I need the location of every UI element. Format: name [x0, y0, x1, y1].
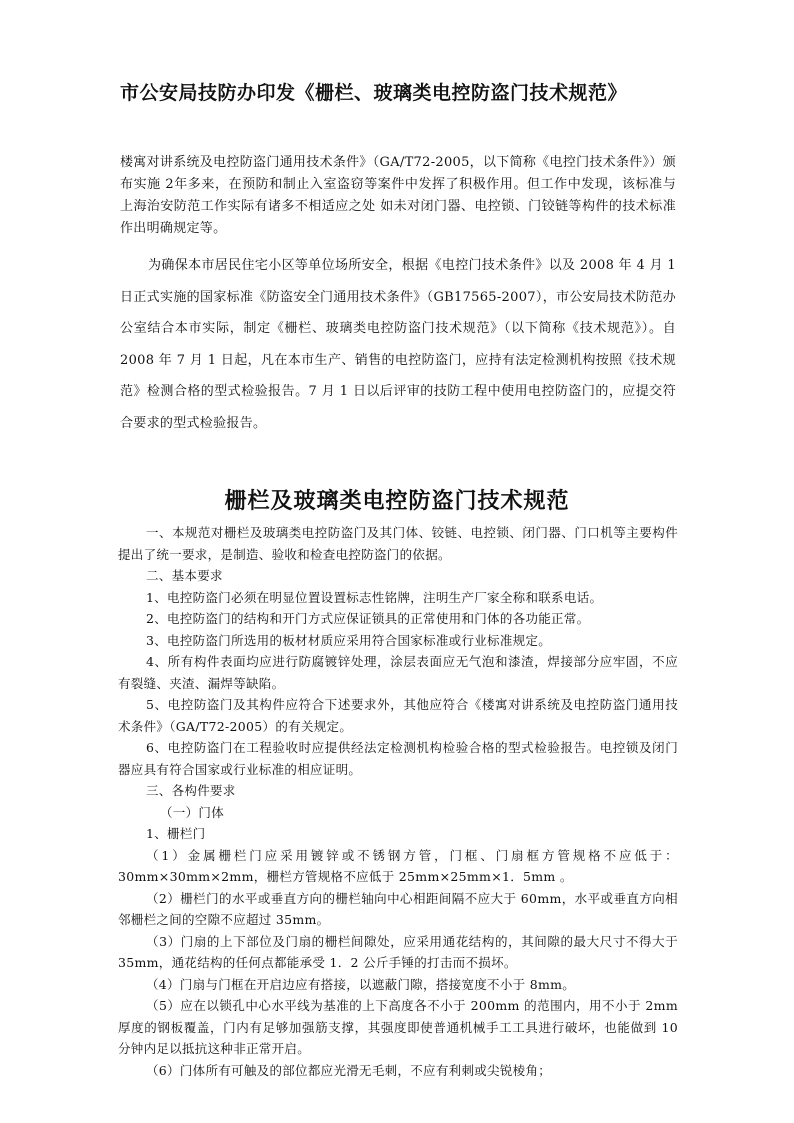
- requirement-item: 2、电控防盗门的结构和开门方式应保证锁具的正常使用和门体的各功能正常。: [146, 611, 590, 626]
- requirement-item: 1、电控防盗门必须在明显位置设置标志性铭牌，注明生产厂家全称和联系电话。: [146, 589, 603, 605]
- spec-title: 栅栏及玻璃类电控防盗门技术规范: [224, 489, 570, 514]
- section-heading-basic-requirements: 二、基本要求: [146, 568, 223, 583]
- fence-door-rule: （5）应在以锁孔中心水平线为基准的上下高度各不小于 200mm 的范围内，用不小于 2mm 厚度的钢板覆盖，门内有足够加强筋支撑，其强度即使普通机械手工工具进行破坏，也能做到 10 分钟内足以抵抗这种非正常开启。: [118, 998, 678, 1056]
- fence-door-rule: （4）门扇与门框在开启边应有搭接，以遮蔽门隙，搭接宽度不小于 8mm。: [146, 976, 576, 992]
- fence-door-rule: （2）栅栏门的水平或垂直方向的栅栏轴向中心相距间隔不应大于 60mm，水平或垂直方向相邻栅栏之间的空隙不应超过 35mm。: [118, 890, 678, 927]
- requirement-item: 3、电控防盗门所选用的板材材质应采用符合国家标准或行业标准规定。: [146, 632, 552, 648]
- fence-door-rule: （6）门体所有可触及的部位都应光滑无毛刺，不应有利刺或尖锐棱角；: [146, 1062, 552, 1078]
- notice-paragraph: 为确保本市居民住宅小区等单位场所安全，根据《电控门技术条件》以及 2008 年 4 月 1 日正式实施的国家标准《防盗安全门通用技术条件》（GB17565-2007），市公安局技术防范办公室结合本市实际，制定《栅栏、玻璃类电控防盗门技术规范》（以下简称《技术规范》）。自 2008 年 7 月 1 日起，凡在本市生产、销售的电控防盗门，应持有法定检测机构按照《技术规范》检测合格的型式检验报告。7 月 1 日以后评审的技防工程中使用电控防盗门的，应提交符合要求的型式检验报告。: [120, 258, 676, 431]
- requirement-item: 6、电控防盗门在工程验收时应提供经法定检测机构检验合格的型式检验报告。电控锁及闭门器应具有符合国家或行业标准的相应证明。: [118, 740, 678, 777]
- fence-door-rule: （3）门扇的上下部位及门扇的栅栏间隙处，应采用通花结构的，其间隙的最大尺寸不得大于 35mm，通花结构的任何点都能承受 1．2 公斤手锤的打击而不损坏。: [118, 933, 678, 970]
- item-heading-fence-door: 1、栅栏门: [146, 826, 206, 841]
- requirement-item: 5、电控防盗门及其构件应符合下述要求外，其他应符合《楼寓对讲系统及电控防盗门通用技术条件》（GA/T72-2005）的有关规定。: [118, 697, 678, 734]
- fence-door-rule: （1）金属栅栏门应采用镀锌或不锈钢方管，门框、门扇框方管规格不应低于：30mm×30mm×2mm，栅栏方管规格不应低于 25mm×25mm×1．5mm 。: [118, 847, 678, 884]
- document-title: 市公安局技防办印发《栅栏、玻璃类电控防盗门技术规范》: [120, 82, 628, 104]
- subsection-heading-door-body: （一）门体: [160, 804, 225, 820]
- spec-body: [118, 522, 678, 1081]
- spec-section-1: 一、本规范对栅栏及玻璃类电控防盗门及其门体、铰链、电控锁、闭门器、门口机等主要构件提出了统一要求，是制造、验收和检查电控防盗门的依据。: [118, 525, 678, 562]
- requirement-item: 4、所有构件表面均应进行防腐镀锌处理，涂层表面应无气泡和漆渣，焊接部分应牢固，不应有裂缝、夹渣、漏焊等缺陷。: [118, 654, 678, 691]
- section-heading-component-requirements: 三、各构件要求: [146, 783, 236, 798]
- intro-paragraph: 楼寓对讲系统及电控防盗门通用技术条件》（GA/T72-2005，以下简称《电控门技术条件》）颁布实施 2年多来，在预防和制止入室盗窃等案件中发挥了积极作用。但工作中发现，该标准与上海治安防范工作实际有诸多不相适应之处 如未对闭门器、电控锁、门铰链等构件的技术标准作出明确规定等。: [120, 155, 676, 236]
